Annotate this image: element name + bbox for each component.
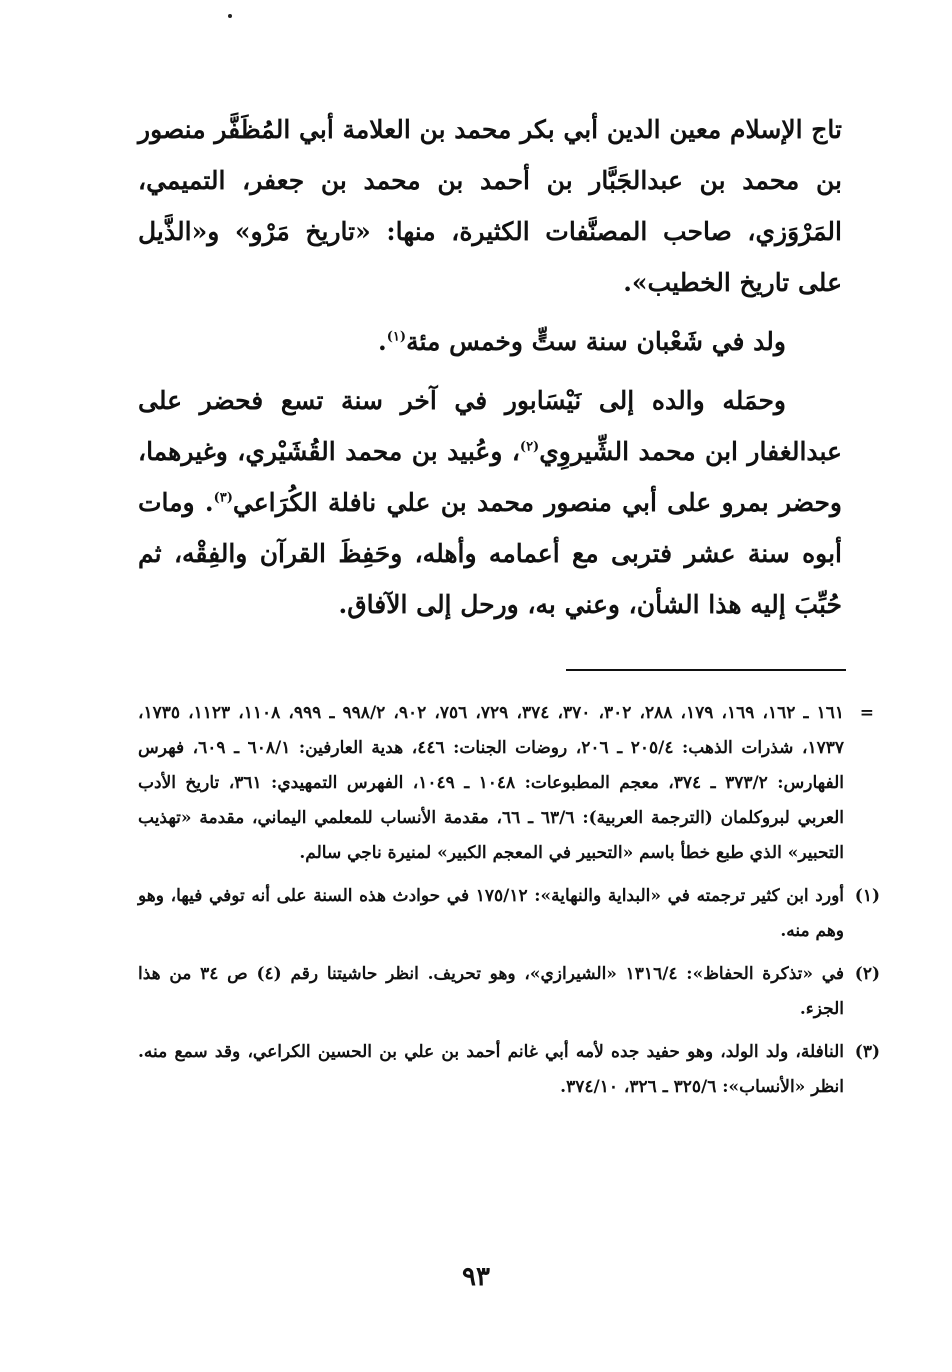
footnote-number-3: (٣) (854, 1042, 880, 1062)
footnote-ref-1[interactable]: (١) (386, 329, 407, 345)
footnotes (138, 696, 880, 1105)
footnote-number-2: (٢) (854, 964, 880, 984)
page-number: ٩٣ (462, 1262, 490, 1292)
birth-text: ولد في شَعْبان سنة ستٍّ وخمس مئة (406, 327, 786, 356)
continuation-text: ١٦١ ـ ١٦٢، ١٦٩، ١٧٩، ٢٨٨، ٣٠٢، ٣٧٠، ٣٧٤، ٧٢٩، ٧٥٦، ٩٠٢، ٩٩٨/٢ ـ ٩٩٩، ١١٠٨، ١١٢٣، ١٧٣٥، ١٧٣٧، شذرات الذهب: ٢٠٥/٤ ـ ٢٠٦، روضات الجنات: ٤٤٦، هدية العارفين: ٦٠٨/١ ـ ٦٠٩، فهرس الفهارس: ٣٧٣/٢ ـ ٣٧٤، معجم المطبوعات: ١٠٤٨ ـ ١٠٤٩، الفهرس التمهيدي: ٣٦١، تاريخ الأدب العربي لبروكلمان (الترجمة العربية): ٦٣/٦ ـ ٦٦، مقدمة الأنساب للمعلمي اليماني، مقدمة «تهذيب التحبير» الذي طبع خطأ باسم «التحبير في المعجم الكبير» لمنيرة ناجي سالم. (138, 703, 845, 863)
footnote-ref-2[interactable]: (٢) (519, 439, 540, 455)
footnote-1 (138, 879, 880, 949)
footnote-2 (138, 957, 880, 1027)
paragraph-2 (138, 316, 842, 367)
paragraph-2-end: . (378, 327, 387, 356)
footnote-divider (566, 669, 846, 671)
paragraph-1: تاج الإسلام معين الدين أبي بكر محمد بن العلامة أبي المُظَفَّر منصور بن محمد بن عبدالجَبَّار بن أحمد بن محمد بن جعفر، التميمي، المَرْوَزي، صاحب المصنَّفات الكثيرة، منها: «تاريخ مَرْو» و«الذَّيل على تاريخ الخطيب». (138, 115, 842, 297)
footnote-text-1: أورد ابن كثير ترجمته في «البداية والنهاية»: ١٧٥/١٢ في حوادث هذه السنة على أنه توفي فيها، وهو وهم منه. (138, 886, 844, 941)
continuation-mark: = (859, 703, 874, 723)
paragraph-3 (138, 375, 842, 630)
footnote-text-3: النافلة، ولد الولد، وهو حفيد جده لأمه أبي غانم أحمد بن علي بن الحسين الكراعي، وقد سمع منه. انظر «الأنساب»: ٣٢٥/٦ ـ ٣٢٦، ٣٧٤/١٠. (138, 1042, 844, 1097)
paragraph-3-part-b: ، وعُبيد بن محمد القُشَيْري، وغيرهما، وحضر بمرو على أبي منصور محمد بن علي نافلة الكُرَاعي (138, 437, 842, 517)
footnote-text-2: في «تذكرة الحفاظ»: ١٣١٦/٤ «الشيرازي»، وهو تحريف. انظر حاشيتنا رقم (٤) ص ٣٤ من هذا الجزء. (138, 964, 845, 1019)
paragraph-3-part-c: . ومات أبوه سنة عشر فتربى مع أعمامه وأهله، وحَفِظَ القرآن والفِقْه، ثم حُبِّبَ إليه هذا الشأن، وعني به، ورحل إلى الآفاق. (138, 488, 842, 619)
footnote-3 (138, 1035, 880, 1105)
scan-speck (228, 14, 232, 18)
footnote-ref-3[interactable]: (٣) (213, 490, 233, 506)
main-text (138, 104, 842, 630)
footnote-number-1: (١) (854, 886, 880, 906)
paragraph-3-part-a: وحمَله والده إلى نَيْسَابور في آخر سنة تسع فحضر على عبدالغفار ابن محمد الشِّيروِي (138, 386, 842, 466)
footnote-continuation (138, 696, 874, 871)
